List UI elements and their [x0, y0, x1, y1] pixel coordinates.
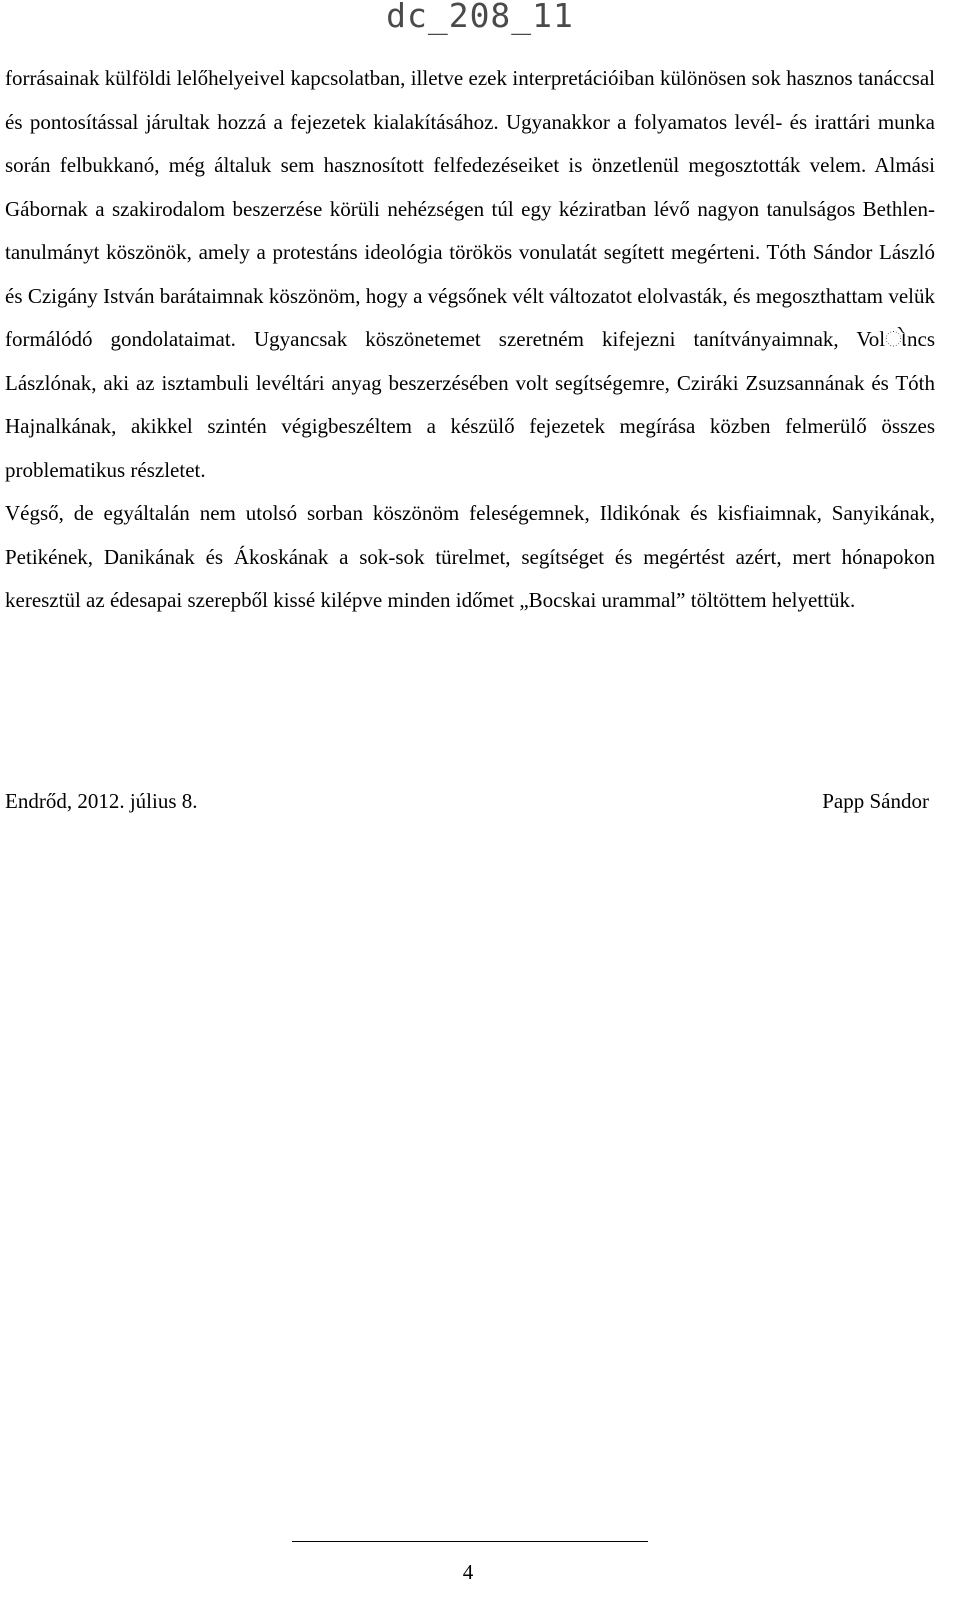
- paragraph-family-thanks: Végső, de egyáltalán nem utolsó sorban köszönöm feleségemnek, Ildikónak és kisfiaimnak, Sanyikának, Petikének, Danikának és Ákoskának a sok-sok türelmet, segítséget és megértést azért, mert hónapokon keresztül az édesapai szerepből kissé kilépve minden időmet „Bocskai urammal” töltöttem helyettük.: [5, 501, 935, 612]
- paragraph-acknowledgements: forrásainak külföldi lelőhelyeivel kapcsolatban, illetve ezek interpretációiban különösen sok hasznos tanáccsal és pontosítással járultak hozzá a fejezetek kialakításához. Ugyanakkor a folyamatos levél- és irattári munka során felbukkanó, még általuk sem hasznosított felfedezéseiket is önzetlenül megosztották velem. Almási Gábornak a szakirodalom beszerzése körüli nehézségen túl egy kéziratban lévő nagyon tanulságos Bethlen-tanulmányt köszönök, amely a protestáns ideológia törökös vonulatát segített megérteni. Tóth Sándor László és Czigány István barátaimnak köszönöm, hogy a végsőnek vélt változatot elolvasták, és megoszthattam velük formálódó gondolataimat. Ugyancsak köszönetemet szeretném kifejezni tanítványaimnak, Volોncs Lászlónak, aki az isztambuli levéltári anyag beszerzésében volt segítségemre, Cziráki Zsuzsannának és Tóth Hajnalkának, akikkel szintén végigbeszéltem a készülő fejezetek megírása közben felmerülő összes problematikus részletet.: [5, 66, 935, 482]
- author-name: Papp Sándor: [822, 789, 929, 813]
- footer-divider: [292, 1541, 648, 1542]
- place-date: Endrőd, 2012. július 8.: [5, 789, 198, 813]
- page-number: 4: [462, 1560, 474, 1584]
- watermark-id: dc_208_11: [386, 0, 574, 35]
- signature-row: [5, 781, 935, 825]
- body-text: [5, 57, 935, 623]
